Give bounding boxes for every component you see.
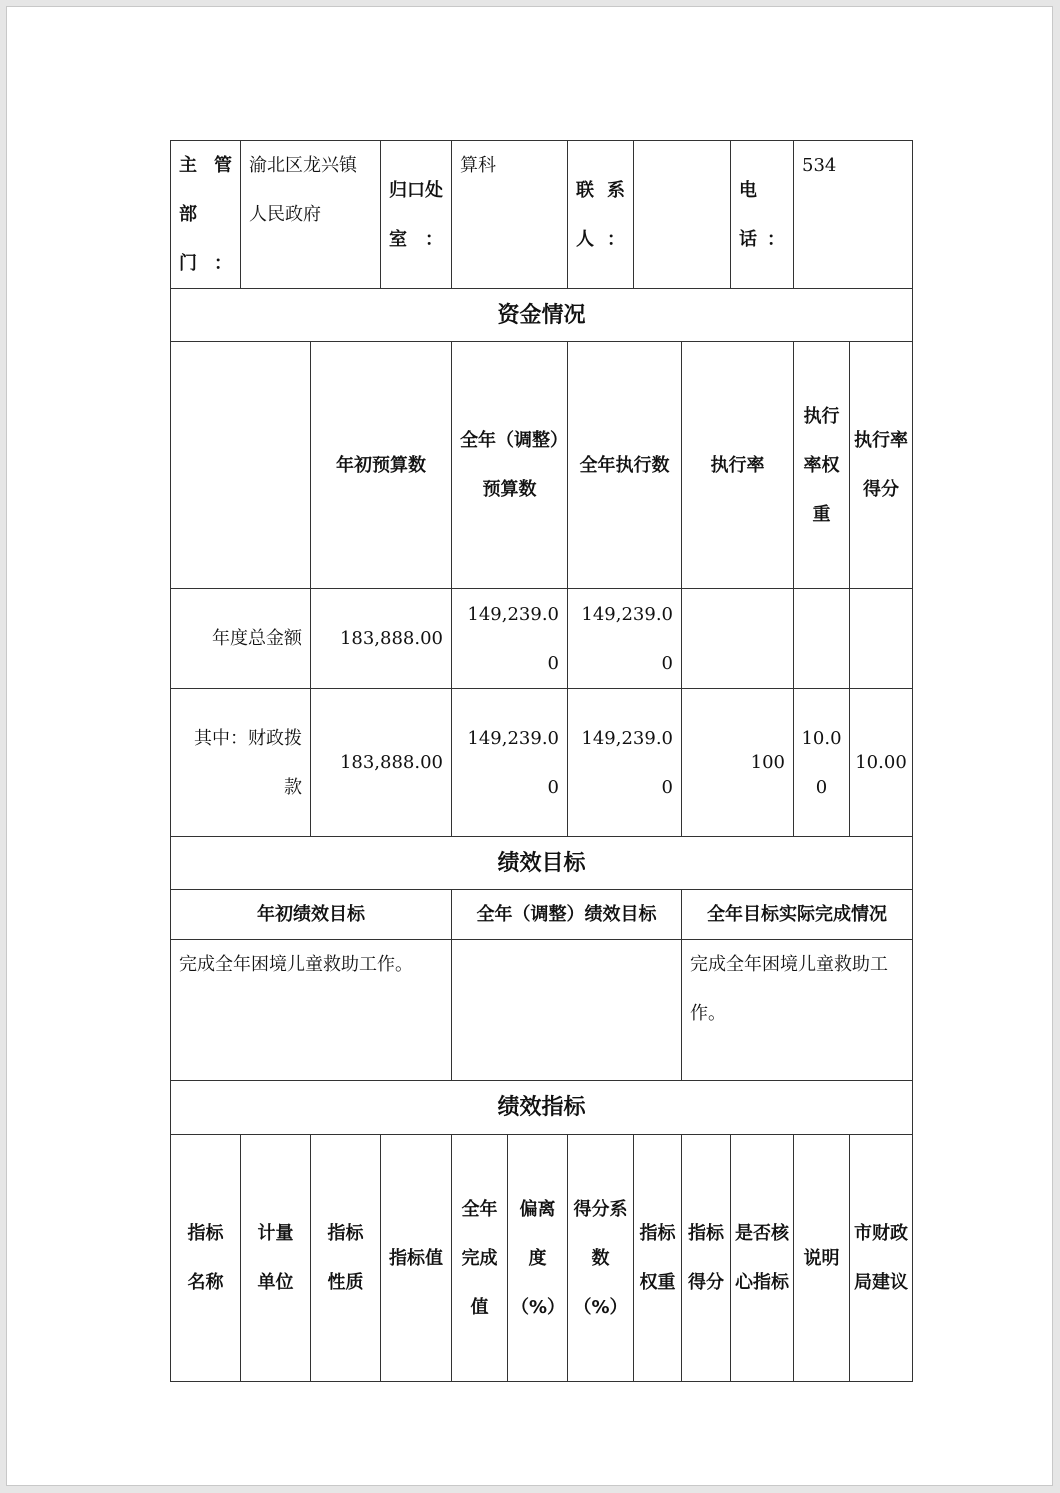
col-indicator-nature: 指标性质: [311, 1135, 381, 1382]
col-adjusted-budget: 全年（调整）预算数: [452, 342, 568, 589]
header-row: [171, 141, 913, 289]
executed-value: 149,239.00: [568, 689, 682, 837]
goals-section-title: 绩效目标: [171, 837, 913, 890]
col-indicator-weight: 指标权重: [634, 1135, 682, 1382]
initial-budget-value: 183,888.00: [311, 689, 452, 837]
col-unit: 计量单位: [241, 1135, 311, 1382]
col-is-core: 是否核心指标: [731, 1135, 794, 1382]
col-initial-budget: 年初预算数: [311, 342, 452, 589]
funds-row-total: [171, 589, 913, 689]
funds-row-fiscal: [171, 689, 913, 837]
adjusted-budget-value: 149,239.00: [452, 689, 568, 837]
rate-score-value: 10.00: [850, 689, 913, 837]
col-actual-completion: 全年目标实际完成情况: [682, 890, 913, 940]
funds-corner-cell: [171, 342, 311, 589]
col-deviation: 偏离度（%）: [508, 1135, 568, 1382]
rate-weight-value: 10.00: [794, 689, 850, 837]
office-label: 归口处室：: [381, 141, 452, 289]
contact-label: 联系人：: [568, 141, 634, 289]
phone-value: 534: [794, 141, 913, 289]
exec-rate-value: [682, 589, 794, 689]
col-adjusted-goal: 全年（调整）绩效目标: [452, 890, 682, 940]
dept-label: 主管部门：: [171, 141, 241, 289]
row-label: 其中：财政拨款: [171, 689, 311, 837]
office-value: 算科: [452, 141, 568, 289]
col-score-coefficient: 得分系数（%）: [568, 1135, 634, 1382]
col-rate-score: 执行率得分: [850, 342, 913, 589]
col-initial-goal: 年初绩效目标: [171, 890, 452, 940]
rate-score-value: [850, 589, 913, 689]
exec-rate-value: 100: [682, 689, 794, 837]
dept-value: 渝北区龙兴镇人民政府: [241, 141, 381, 289]
funds-header-row: [171, 342, 913, 589]
phone-label: 电话：: [731, 141, 794, 289]
performance-table: [170, 140, 913, 1382]
document-page: [6, 6, 1053, 1486]
initial-goal-text: 完成全年困境儿童救助工作。: [171, 940, 452, 1081]
col-executed: 全年执行数: [568, 342, 682, 589]
goals-header-row: [171, 890, 913, 940]
col-indicator-value: 指标值: [381, 1135, 452, 1382]
adjusted-budget-value: 149,239.00: [452, 589, 568, 689]
col-indicator-score: 指标得分: [682, 1135, 731, 1382]
col-completed-value: 全年完成值: [452, 1135, 508, 1382]
goals-content-row: [171, 940, 913, 1081]
rate-weight-value: [794, 589, 850, 689]
row-label: 年度总金额: [171, 589, 311, 689]
executed-value: 149,239.00: [568, 589, 682, 689]
indicators-section-title: 绩效指标: [171, 1081, 913, 1135]
initial-budget-value: 183,888.00: [311, 589, 452, 689]
col-notes: 说明: [794, 1135, 850, 1382]
adjusted-goal-text: [452, 940, 682, 1081]
indicators-header-row: [171, 1135, 913, 1382]
col-finance-advice: 市财政局建议: [850, 1135, 913, 1382]
col-indicator-name: 指标名称: [171, 1135, 241, 1382]
col-exec-rate: 执行率: [682, 342, 794, 589]
actual-completion-text: 完成全年困境儿童救助工作。: [682, 940, 913, 1081]
col-rate-weight: 执行率权重: [794, 342, 850, 589]
contact-value: [634, 141, 731, 289]
funds-section-title: 资金情况: [171, 289, 913, 342]
